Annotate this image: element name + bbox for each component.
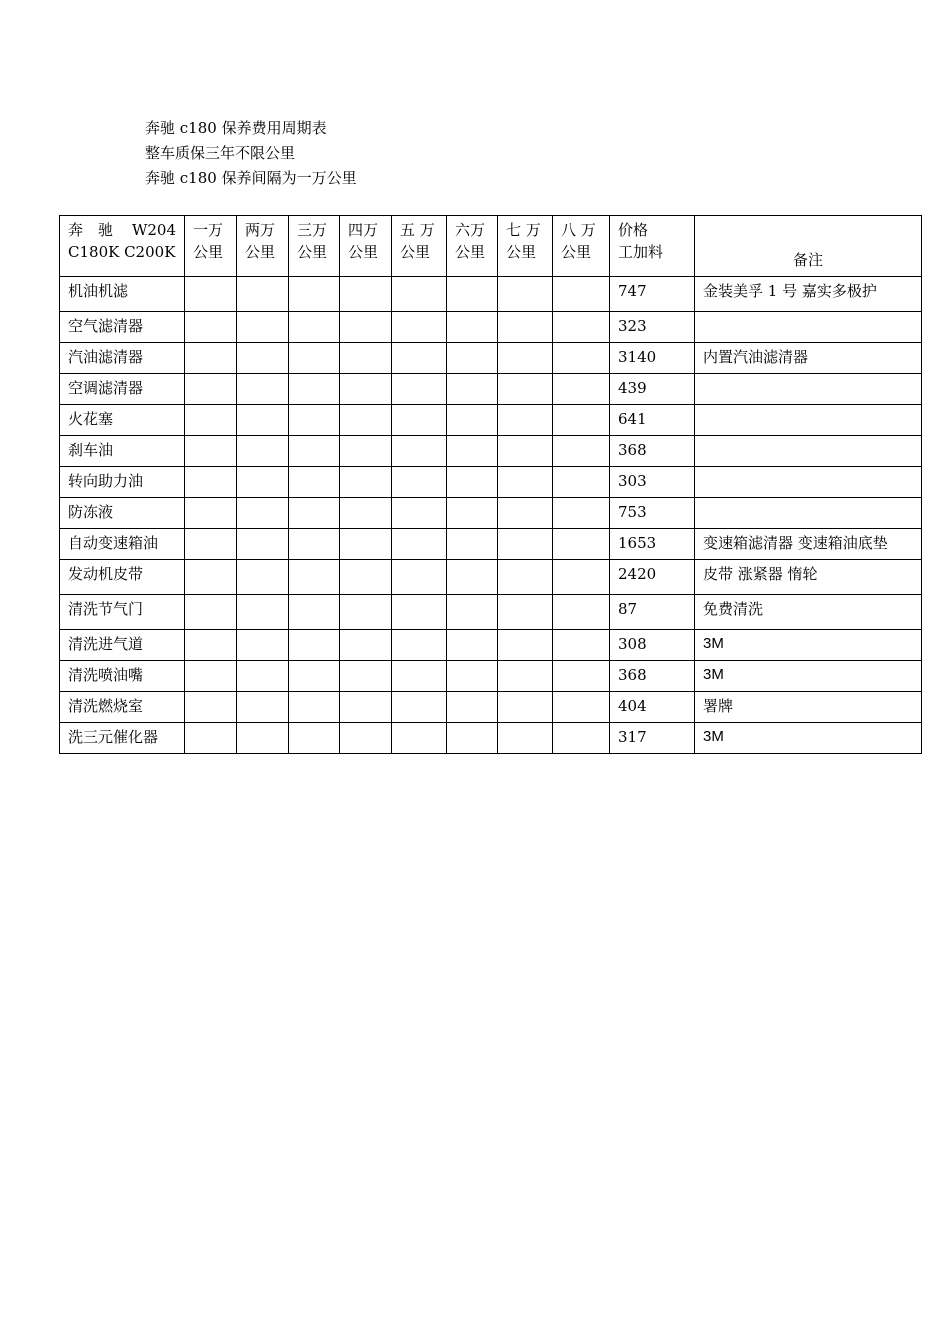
intro-title: 奔驰 c180 保养费用周期表	[145, 119, 327, 137]
row-interval-cell	[185, 723, 237, 754]
row-item: 清洗节气门	[60, 595, 185, 630]
row-note	[695, 436, 922, 467]
row-interval-cell	[340, 374, 392, 405]
table-row	[60, 467, 922, 498]
row-note	[695, 405, 922, 436]
row-interval-cell	[392, 692, 447, 723]
row-interval-cell	[392, 467, 447, 498]
row-interval-cell	[392, 405, 447, 436]
row-note	[695, 467, 922, 498]
header-item	[60, 216, 185, 277]
row-interval-cell	[185, 405, 237, 436]
row-interval-cell	[237, 630, 289, 661]
row-interval-cell	[553, 529, 610, 560]
row-interval-cell	[289, 405, 340, 436]
row-interval-cell	[447, 595, 498, 630]
row-interval-cell	[289, 467, 340, 498]
header-interval-7: 七 万 公里	[498, 216, 553, 277]
row-interval-cell	[553, 692, 610, 723]
row-interval-cell	[447, 529, 498, 560]
row-price: 308	[610, 630, 695, 661]
row-interval-cell	[498, 436, 553, 467]
table-body	[60, 277, 922, 754]
header-chassis: W204	[131, 221, 176, 239]
row-interval-cell	[392, 498, 447, 529]
row-interval-cell	[553, 312, 610, 343]
table-row	[60, 436, 922, 467]
row-note: 署牌	[695, 692, 922, 723]
row-interval-cell	[340, 560, 392, 595]
row-interval-cell	[553, 630, 610, 661]
row-interval-cell	[392, 343, 447, 374]
row-item: 空气滤清器	[60, 312, 185, 343]
row-interval-cell	[237, 529, 289, 560]
row-interval-cell	[340, 692, 392, 723]
row-interval-cell	[289, 723, 340, 754]
row-price: 753	[610, 498, 695, 529]
row-interval-cell	[498, 661, 553, 692]
intro-warranty: 整车质保三年不限公里	[145, 144, 296, 162]
row-interval-cell	[185, 498, 237, 529]
row-item: 洗三元催化器	[60, 723, 185, 754]
header-models: C180K C200K	[68, 243, 176, 261]
row-interval-cell	[498, 467, 553, 498]
header-interval-2: 两万 公里	[237, 216, 289, 277]
row-interval-cell	[340, 467, 392, 498]
row-interval-cell	[498, 277, 553, 312]
row-interval-cell	[237, 661, 289, 692]
row-interval-cell	[185, 312, 237, 343]
row-interval-cell	[237, 312, 289, 343]
table-row	[60, 529, 922, 560]
header-interval-4: 四万 公里	[340, 216, 392, 277]
row-interval-cell	[185, 374, 237, 405]
table-row	[60, 374, 922, 405]
row-price: 641	[610, 405, 695, 436]
row-price: 323	[610, 312, 695, 343]
row-interval-cell	[498, 560, 553, 595]
row-interval-cell	[237, 374, 289, 405]
row-interval-cell	[237, 595, 289, 630]
row-interval-cell	[392, 529, 447, 560]
row-interval-cell	[340, 405, 392, 436]
row-item: 清洗燃烧室	[60, 692, 185, 723]
row-item: 机油机滤	[60, 277, 185, 312]
row-note	[695, 498, 922, 529]
row-interval-cell	[289, 436, 340, 467]
row-price: 317	[610, 723, 695, 754]
row-interval-cell	[498, 405, 553, 436]
row-interval-cell	[185, 436, 237, 467]
table-header-row	[60, 216, 922, 277]
row-note: 3M	[695, 661, 922, 692]
row-interval-cell	[498, 723, 553, 754]
row-interval-cell	[392, 277, 447, 312]
row-interval-cell	[392, 630, 447, 661]
row-note: 3M	[695, 630, 922, 661]
row-interval-cell	[553, 661, 610, 692]
row-price: 747	[610, 277, 695, 312]
row-interval-cell	[185, 560, 237, 595]
row-note: 免费清洗	[695, 595, 922, 630]
row-interval-cell	[340, 595, 392, 630]
row-interval-cell	[340, 630, 392, 661]
row-item: 汽油滤清器	[60, 343, 185, 374]
row-interval-cell	[447, 374, 498, 405]
row-interval-cell	[392, 723, 447, 754]
row-interval-cell	[447, 312, 498, 343]
row-interval-cell	[185, 661, 237, 692]
header-interval-8: 八 万 公里	[553, 216, 610, 277]
row-price: 368	[610, 661, 695, 692]
table-row	[60, 595, 922, 630]
row-interval-cell	[289, 498, 340, 529]
row-interval-cell	[498, 312, 553, 343]
row-price: 303	[610, 467, 695, 498]
row-interval-cell	[553, 405, 610, 436]
row-interval-cell	[185, 343, 237, 374]
row-note	[695, 312, 922, 343]
intro-interval: 奔驰 c180 保养间隔为一万公里	[145, 169, 357, 187]
row-interval-cell	[340, 277, 392, 312]
table-row	[60, 630, 922, 661]
row-interval-cell	[392, 560, 447, 595]
row-interval-cell	[237, 405, 289, 436]
row-interval-cell	[237, 467, 289, 498]
header-price: 价格 工加料	[610, 216, 695, 277]
row-interval-cell	[498, 595, 553, 630]
row-interval-cell	[237, 277, 289, 312]
row-interval-cell	[237, 692, 289, 723]
row-interval-cell	[447, 560, 498, 595]
row-price: 404	[610, 692, 695, 723]
row-interval-cell	[498, 692, 553, 723]
row-interval-cell	[553, 374, 610, 405]
header-interval-1: 一万 公里	[185, 216, 237, 277]
row-item: 防冻液	[60, 498, 185, 529]
table-row	[60, 692, 922, 723]
row-interval-cell	[553, 595, 610, 630]
row-item: 火花塞	[60, 405, 185, 436]
row-interval-cell	[185, 630, 237, 661]
row-interval-cell	[289, 560, 340, 595]
row-interval-cell	[185, 467, 237, 498]
row-interval-cell	[447, 692, 498, 723]
row-interval-cell	[289, 312, 340, 343]
row-interval-cell	[553, 343, 610, 374]
row-price: 2420	[610, 560, 695, 595]
row-interval-cell	[498, 529, 553, 560]
row-interval-cell	[185, 529, 237, 560]
row-interval-cell	[498, 630, 553, 661]
row-interval-cell	[289, 374, 340, 405]
row-note: 3M	[695, 723, 922, 754]
row-price: 439	[610, 374, 695, 405]
row-interval-cell	[392, 374, 447, 405]
row-interval-cell	[553, 498, 610, 529]
row-note: 金装美孚 1 号 嘉实多极护	[695, 277, 922, 312]
row-interval-cell	[447, 405, 498, 436]
table-row	[60, 498, 922, 529]
row-interval-cell	[289, 277, 340, 312]
row-price: 368	[610, 436, 695, 467]
row-interval-cell	[392, 595, 447, 630]
row-interval-cell	[447, 723, 498, 754]
row-interval-cell	[185, 595, 237, 630]
row-interval-cell	[553, 560, 610, 595]
row-note: 皮带 涨紧器 惰轮	[695, 560, 922, 595]
row-interval-cell	[498, 343, 553, 374]
row-interval-cell	[553, 467, 610, 498]
row-item: 清洗进气道	[60, 630, 185, 661]
table-row	[60, 405, 922, 436]
header-interval-6: 六万 公里	[447, 216, 498, 277]
row-interval-cell	[340, 312, 392, 343]
row-item: 空调滤清器	[60, 374, 185, 405]
row-price: 3140	[610, 343, 695, 374]
row-note: 变速箱滤清器 变速箱油底垫	[695, 529, 922, 560]
row-interval-cell	[447, 277, 498, 312]
header-interval-5: 五 万 公里	[392, 216, 447, 277]
row-interval-cell	[289, 630, 340, 661]
row-price: 87	[610, 595, 695, 630]
table-row	[60, 560, 922, 595]
row-interval-cell	[289, 529, 340, 560]
row-interval-cell	[237, 436, 289, 467]
row-interval-cell	[340, 723, 392, 754]
row-interval-cell	[185, 692, 237, 723]
row-item: 发动机皮带	[60, 560, 185, 595]
row-interval-cell	[447, 498, 498, 529]
row-interval-cell	[340, 498, 392, 529]
row-interval-cell	[340, 343, 392, 374]
table-row	[60, 277, 922, 312]
row-interval-cell	[289, 692, 340, 723]
row-interval-cell	[340, 661, 392, 692]
row-interval-cell	[237, 498, 289, 529]
row-interval-cell	[553, 436, 610, 467]
row-interval-cell	[447, 630, 498, 661]
maintenance-schedule-table	[59, 215, 922, 754]
row-interval-cell	[289, 595, 340, 630]
row-interval-cell	[498, 498, 553, 529]
row-interval-cell	[289, 661, 340, 692]
row-interval-cell	[498, 374, 553, 405]
row-note	[695, 374, 922, 405]
row-interval-cell	[392, 661, 447, 692]
row-interval-cell	[447, 343, 498, 374]
intro-block	[145, 116, 357, 191]
row-interval-cell	[392, 312, 447, 343]
row-item: 转向助力油	[60, 467, 185, 498]
row-item: 刹车油	[60, 436, 185, 467]
row-item: 自动变速箱油	[60, 529, 185, 560]
row-item: 清洗喷油嘴	[60, 661, 185, 692]
row-interval-cell	[237, 343, 289, 374]
row-price: 1653	[610, 529, 695, 560]
row-interval-cell	[553, 723, 610, 754]
row-interval-cell	[340, 529, 392, 560]
header-brand: 奔 驰	[68, 221, 114, 239]
table-row	[60, 723, 922, 754]
row-interval-cell	[392, 436, 447, 467]
table-row	[60, 312, 922, 343]
row-interval-cell	[340, 436, 392, 467]
row-interval-cell	[237, 560, 289, 595]
row-interval-cell	[447, 436, 498, 467]
row-interval-cell	[237, 723, 289, 754]
row-interval-cell	[553, 277, 610, 312]
row-note: 内置汽油滤清器	[695, 343, 922, 374]
row-interval-cell	[185, 277, 237, 312]
header-notes: 备注	[695, 216, 922, 277]
row-interval-cell	[289, 343, 340, 374]
row-interval-cell	[447, 467, 498, 498]
table-row	[60, 661, 922, 692]
row-interval-cell	[447, 661, 498, 692]
table-row	[60, 343, 922, 374]
header-interval-3: 三万 公里	[289, 216, 340, 277]
